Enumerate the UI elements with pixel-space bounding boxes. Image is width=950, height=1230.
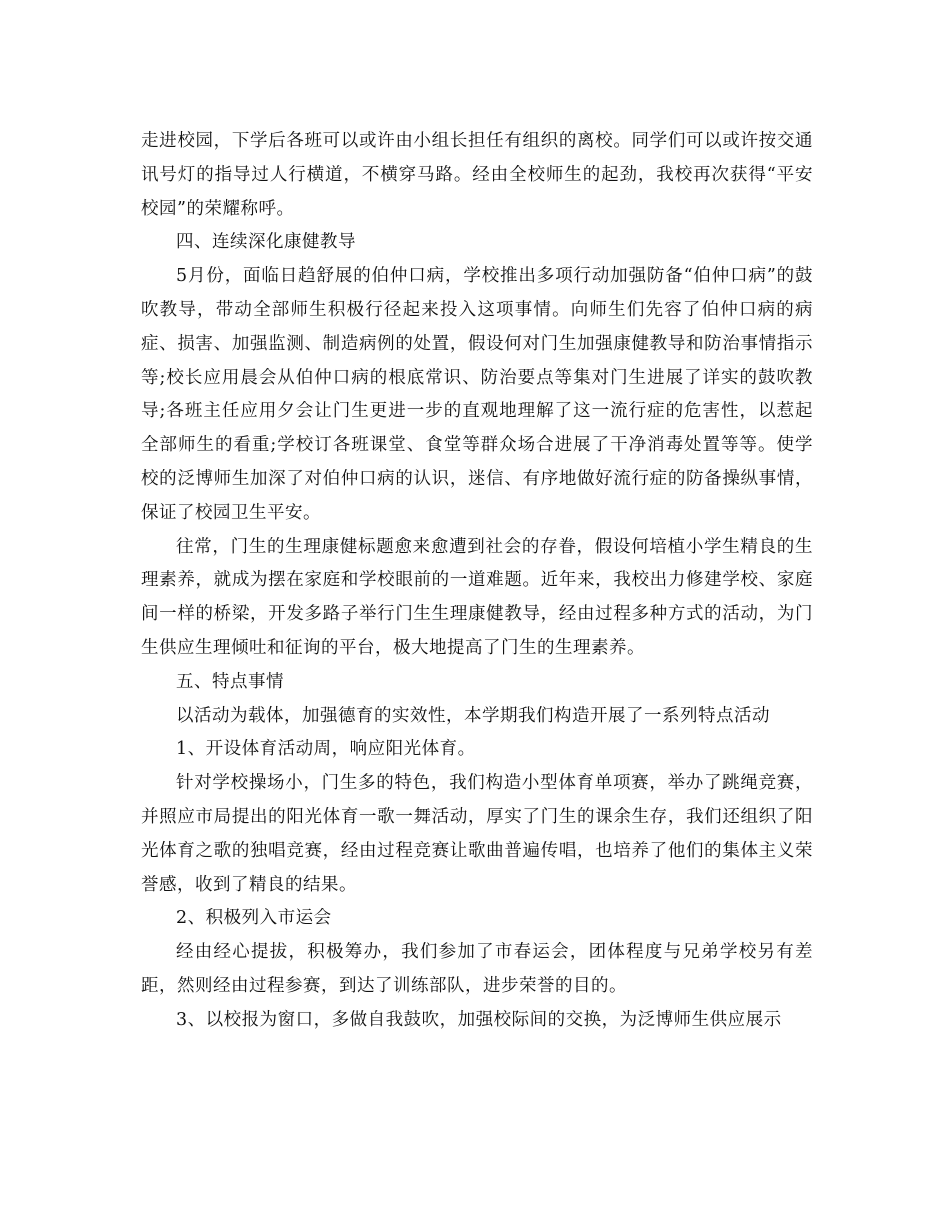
subheading-sports-week: 1、开设体育活动周，响应阳光体育。	[176, 739, 476, 760]
section-heading-special-work: 五、特点事情	[176, 671, 284, 692]
paragraph-mental-health: 往常，门生的生理康健标题愈来愈遭到社会的存眷，假设何培植小学生精良的生理素养，就成为摆在家庭和学校眼前的一道难题。近年来，我校出力修建学校、家庭间一样的桥梁，开发多路子举行门生生理康健教导，经由过程多种方式的活动，为门生供应生理倾吐和征询的平台，极大地提高了门生的生理素养。	[141, 536, 813, 658]
subheading-city-games: 2、积极列入市运会	[176, 908, 332, 929]
paragraph-school-newspaper: 3、以校报为窗口，多做自我鼓吹，加强校际间的交换，为泛博师生供应展示	[176, 1009, 782, 1030]
paragraph-city-games: 经由经心提拔，积极筹办，我们参加了市春运会，团体程度与兄弟学校另有差距，然则经由过程参赛，到达了训练部队，进步荣誉的目的。	[141, 942, 813, 996]
paragraph-hand-foot-mouth: 5月份，面临日趋舒展的伯仲口病，学校推出多项行动加强防备“伯仲口病”的鼓吹教导，带动全部师生积极行径起来投入这项事情。向师生们先容了伯仲口病的病症、损害、加强监测、制造病例的处置，假设何对门生加强康健教导和防治事情指示等;校长应用晨会从伯仲口病的根底常识、防治要点等集对门生进展了详实的鼓吹教导;各班主任应用夕会让门生更进一步的直观地理解了这一流行症的危害性，以惹起全部师生的看重;学校订各班课堂、食堂等群众场合进展了干净消毒处置等等。使学校的泛博师生加深了对伯仲口病的认识，迷信、有序地做好流行症的防备操纵事情，保证了校园卫生平安。	[141, 266, 813, 523]
paragraph-activities-intro: 以活动为载体，加强德育的实效性，本学期我们构造开展了一系列特点活动	[176, 705, 770, 726]
paragraph-school-safety-end: 走进校园，下学后各班可以或许由小组长担任有组织的离校。同学们可以或许按交通讯号灯的指导过人行横道，不横穿马路。经由全校师生的起劲，我校再次获得“平安校园”的荣耀称呼。	[141, 131, 813, 219]
section-heading-health-education: 四、连续深化康健教导	[176, 232, 356, 253]
paragraph-sports-week: 针对学校操场小，门生多的特色，我们构造小型体育单项赛，举办了跳绳竞赛，并照应市局提出的阳光体育一歌一舞活动，厚实了门生的课余生存，我们还组织了阳光体育之歌的独唱竞赛，经由过程竞赛让歌曲普遍传唱，也培养了他们的集体主义荣誉感，收到了精良的结果。	[141, 773, 813, 895]
document-body	[141, 125, 813, 1038]
